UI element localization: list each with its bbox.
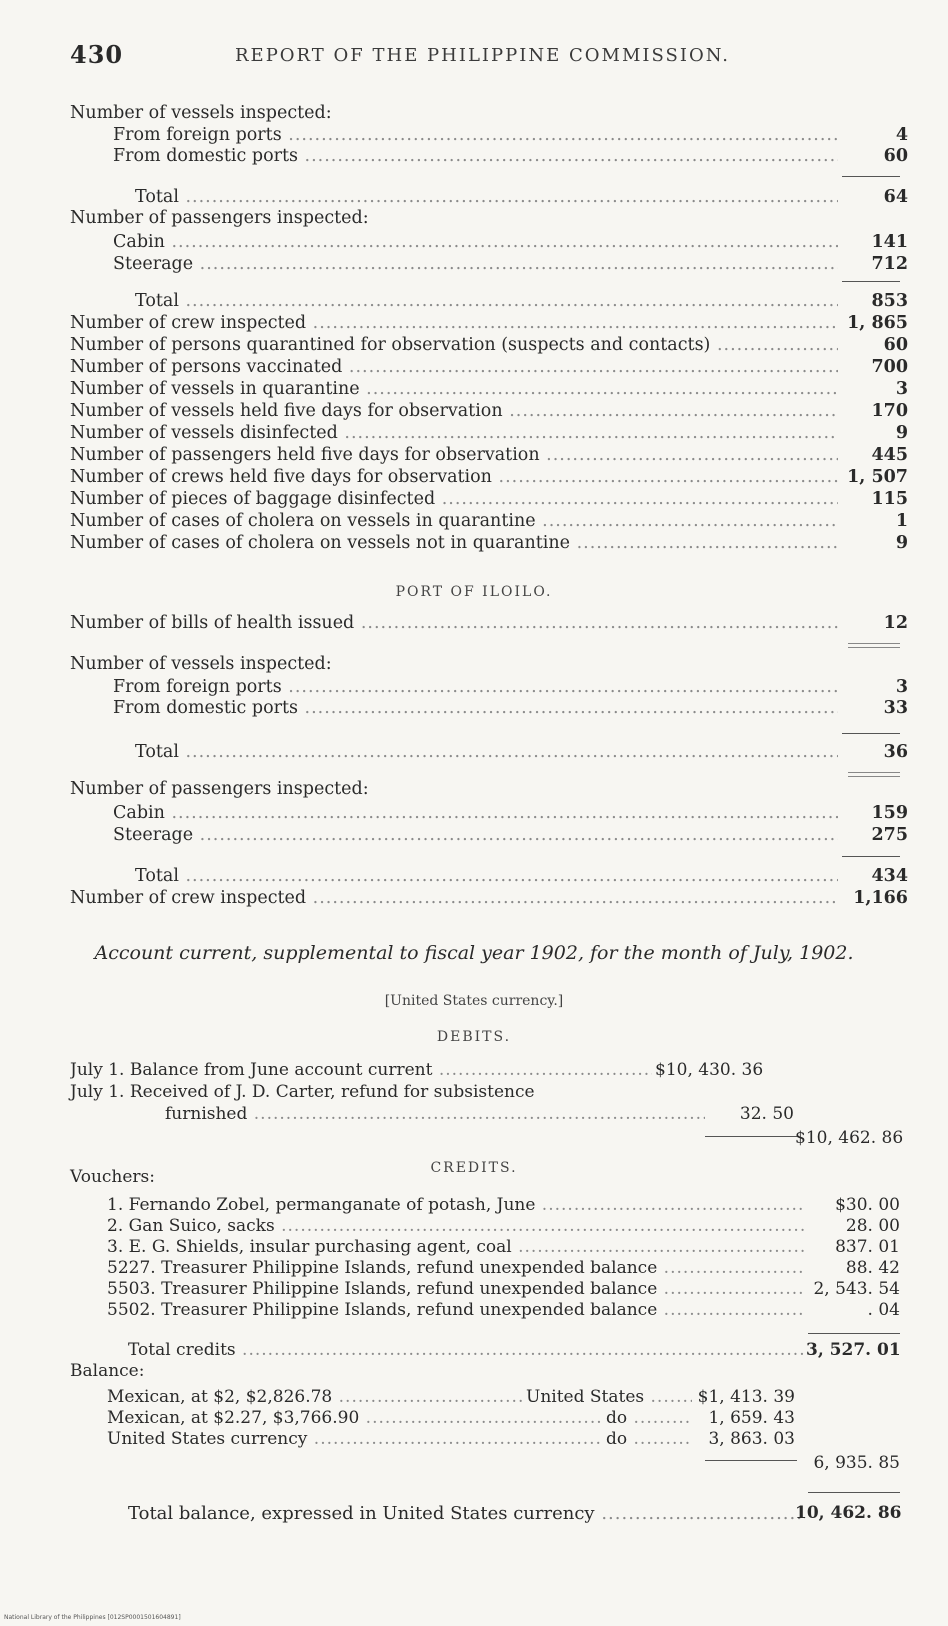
voucher-row: 5503. Treasurer Philippine Islands, refund unexpended balance ..... [107, 1279, 805, 1300]
stat-row: Number of pieces of baggage disinfected ..... 115 [0, 489, 948, 510]
vessels-heading: Number of vessels inspected: [70, 103, 332, 123]
total-row: Total ..... 64 [0, 187, 948, 208]
debits-heading: DEBITS. [436, 1029, 512, 1045]
balance-row: Mexican, at $2.27, $3,766.90 ..... [107, 1408, 603, 1429]
list-item: Cabin ..... 159 [0, 803, 948, 824]
debits-total: $10, 462. 86 [795, 1128, 904, 1148]
rule [705, 1460, 797, 1461]
rule [842, 733, 900, 734]
balance-currency: do ..... [606, 1429, 692, 1450]
voucher-value: 28. 00 [845, 1216, 900, 1236]
voucher-row: 1. Fernando Zobel, permanganate of potash, June ..... [107, 1195, 805, 1216]
voucher-value: 837. 01 [835, 1237, 900, 1257]
page-title: REPORT OF THE PHILIPPINE COMMISSION. [235, 45, 731, 66]
section-heading-iloilo: PORT OF ILOILO. [395, 584, 553, 600]
vouchers-heading: Vouchers: [70, 1167, 156, 1187]
crew-row: Number of crew inspected ..... 1,166 [0, 888, 948, 909]
total-credits-row: Total credits ..... [128, 1340, 805, 1361]
rule [705, 1136, 797, 1137]
voucher-row: 2. Gan Suico, sacks ..... [107, 1216, 805, 1237]
credits-heading: CREDITS. [430, 1160, 518, 1176]
passengers-heading: Number of passengers inspected: [70, 208, 369, 228]
rule [808, 1492, 900, 1493]
balance-value: $1, 413. 39 [697, 1387, 795, 1407]
balance-row: Mexican, at $2, $2,826.78 ..... [107, 1387, 523, 1408]
page-number: 430 [70, 40, 124, 69]
stat-row: Number of vessels held five days for observation ..... 170 [0, 401, 948, 422]
rule [842, 176, 900, 177]
list-item: Steerage ..... 712 [0, 254, 948, 275]
voucher-row: 5227. Treasurer Philippine Islands, refund unexpended balance ..... [107, 1258, 805, 1279]
stat-row: Number of cases of cholera on vessels in quarantine ..... 1 [0, 511, 948, 532]
voucher-row: 3. E. G. Shields, insular purchasing agent, coal ..... [107, 1237, 805, 1258]
debit-row: July 1. Balance from June account current ..... [70, 1060, 652, 1081]
double-rule [848, 643, 900, 648]
voucher-value: . 04 [867, 1300, 900, 1320]
list-item: From domestic ports ..... 60 [0, 146, 948, 167]
voucher-value: 2, 543. 54 [813, 1279, 900, 1299]
list-item: From foreign ports ..... 4 [0, 125, 948, 146]
list-item: Cabin ..... 141 [0, 232, 948, 253]
rule [842, 856, 900, 857]
total-credits-value: 3, 527. 01 [806, 1340, 901, 1360]
total-row: Total ..... 36 [0, 742, 948, 763]
stat-row: Number of vessels disinfected ..... 9 [0, 423, 948, 444]
stat-row: Number of crew inspected ..... 1, 865 [0, 313, 948, 334]
voucher-value: 88. 42 [845, 1258, 900, 1278]
rule [808, 1333, 900, 1334]
total-row: Total ..... 853 [0, 291, 948, 312]
account-title: Account current, supplemental to fiscal year 1902, for the month of July, 1902. [94, 942, 854, 964]
list-item: From foreign ports ..... 3 [0, 677, 948, 698]
list-item: From domestic ports ..... 33 [0, 698, 948, 719]
balance-value: 3, 863. 03 [708, 1429, 795, 1449]
voucher-row: 5502. Treasurer Philippine Islands, refund unexpended balance ..... [107, 1300, 805, 1321]
scan-footer: National Library of the Philippines [012SP0001501604891] [4, 1614, 181, 1621]
vessels-heading: Number of vessels inspected: [70, 654, 332, 674]
passengers-heading: Number of passengers inspected: [70, 779, 369, 799]
balance-value: 1, 659. 43 [708, 1408, 795, 1428]
balance-row: United States currency ..... [107, 1429, 603, 1450]
debit-row-cont: furnished ..... [165, 1104, 705, 1125]
balance-currency: United States ..... [526, 1387, 692, 1408]
debit-value: $10, 430. 36 [655, 1060, 764, 1080]
stat-row: Number of persons vaccinated ..... 700 [0, 357, 948, 378]
balance-total: 6, 935. 85 [813, 1453, 900, 1473]
debit-value: 32. 50 [739, 1104, 794, 1124]
total-balance-row: Total balance, expressed in United States currency ..... [128, 1503, 805, 1524]
rule [842, 281, 900, 282]
double-rule [848, 772, 900, 777]
balance-heading: Balance: [70, 1361, 145, 1381]
stat-row: Number of cases of cholera on vessels not in quarantine ..... 9 [0, 533, 948, 554]
balance-currency: do ..... [606, 1408, 692, 1429]
stat-row: Number of passengers held five days for observation ..... 445 [0, 445, 948, 466]
bills-row: Number of bills of health issued ..... 12 [0, 613, 948, 634]
total-row: Total ..... 434 [0, 866, 948, 887]
voucher-value: $30. 00 [835, 1195, 900, 1215]
debit-row: July 1. Received of J. D. Carter, refund for subsistence [70, 1082, 535, 1102]
stat-row: Number of crews held five days for observation ..... 1, 507 [0, 467, 948, 488]
total-balance-value: 10, 462. 86 [795, 1503, 902, 1523]
currency-note: [United States currency.] [384, 993, 564, 1009]
stat-row: Number of vessels in quarantine ..... 3 [0, 379, 948, 400]
stat-row: Number of persons quarantined for observation (suspects and contacts) ..... 60 [0, 335, 948, 356]
list-item: Steerage ..... 275 [0, 825, 948, 846]
